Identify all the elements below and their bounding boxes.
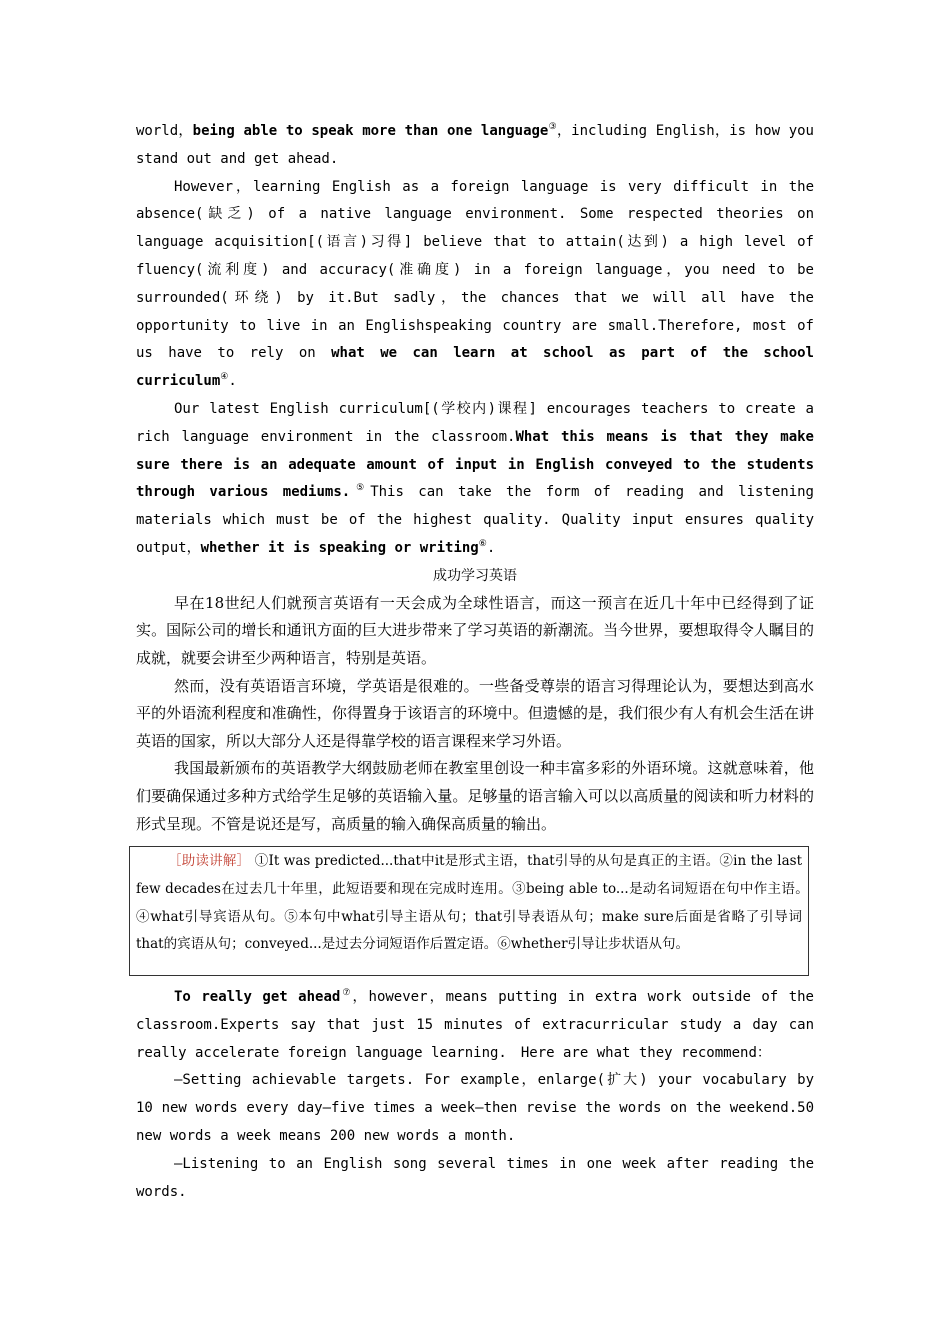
note-marker: ④ [220,372,229,383]
paragraph-3 [136,396,814,563]
translation-paragraph: 早在18世纪人们就预言英语有一天会成为全球性语言，而这一预言在近几十年中已经得到了证实。国际公司的增长和通讯方面的巨大进步带来了学习英语的新潮流。当今世界，要想取得令人瞩目的成就，就要会讲至少两种语言，特别是英语。 [136,593,814,667]
bold-phrase: To really get ahead [174,989,341,1005]
paragraph-5: —Setting achievable targets. For example，enlarge(扩大) your vocabulary by 10 new words every day—five times a week—then revise the words on the weekend.50 new words a week means 200 new words a month. [136,1072,814,1144]
article-top [136,118,814,838]
note-marker: ⑦ [340,988,353,998]
text: . [228,373,237,390]
notes-label: ［助读讲解］ [168,853,251,869]
text: This can take the form of reading and listening materials which must be of the highest quality. Quality input ensures quality output， [136,484,814,556]
article-bottom [136,984,814,1206]
bold-phrase: whether it is speaking or writing [200,539,479,556]
text: ，including English，is how you stand out and get ahead. [136,123,814,167]
note-marker: ⑥ [478,538,487,549]
bold-phrase: being able to speak more than one language [192,123,549,139]
text: world， [136,123,193,139]
paragraph-4 [136,984,814,1067]
paragraph-6: —Listening to an English song several times in one week after reading the words. [136,1155,814,1200]
note-marker: ③ [548,122,557,132]
paragraph-1 [136,118,814,174]
paragraph-2 [136,174,814,396]
text: However，learning English as a foreign language is very difficult in the absence(缺乏) of a native language environment. Some respected theories on language acquisition[(语言)习得] believe that to attain(达到) a high level of fluency(流利度) and accuracy(准确度) in a foreign language，you need to be surrounded(环绕) by it.But sadly，the chances that we will all have the opportunity to live in an Englishspeaking country are small.Therefore, most of us have to rely on [136,178,814,362]
bold-phrase: What this means is that they make sure there is an adequate amount of input in English conveyed to the students through various mediums. [136,428,814,501]
notes-text: ①It was predicted...that中it是形式主语，that引导的从句是真正的主语。②in the last few decades在过去几十年里，此短语要和现在完成时连用。③being able to...是动名词短语在句中作主语。 ④what引导宾语从句。⑤本句中what引导主语从句；that引导表语从句；make sure后面是省略了引导词that的宾语从句；conveyed...是过去分词短语作后置定语。⑥whether引导让步状语从句。 [136,853,816,953]
text: . [486,539,496,556]
note-marker: ⑤ [350,483,371,494]
reading-notes [136,848,816,959]
reading-notes-box [129,846,816,976]
text: Our latest English curriculum[(学校内)课程] encourages teachers to create a rich language environment in the classroom. [136,400,814,445]
translation-paragraph: 然而，没有英语语言环境，学英语是很难的。一些备受尊崇的语言习得理论认为，要想达到高水平的外语流利程度和准确性，你得置身于该语言的环境中。但遗憾的是，我们很少有人有机会生活在讲英语的国家，所以大部分人还是得靠学校的语言课程来学习外语。 [136,676,814,750]
text: ，however，means putting in extra work outside of the classroom.Experts say that just 15 minutes of extracurricular study a day can really accelerate foreign language learning. Here are what they recommend： [136,989,814,1061]
translation-title: 成功学习英语 [433,567,517,584]
translation-paragraph: 我国最新颁布的英语教学大纲鼓励老师在教室里创设一种丰富多彩的外语环境。这就意味着，他们要确保通过多种方式给学生足够的英语输入量。足够量的语言输入可以以高质量的阅读和听力材料的形式呈现。不管是说还是写，高质量的输入确保高质量的输出。 [136,759,814,833]
bold-phrase: what we can learn at school as part of the school curriculum [136,345,814,390]
